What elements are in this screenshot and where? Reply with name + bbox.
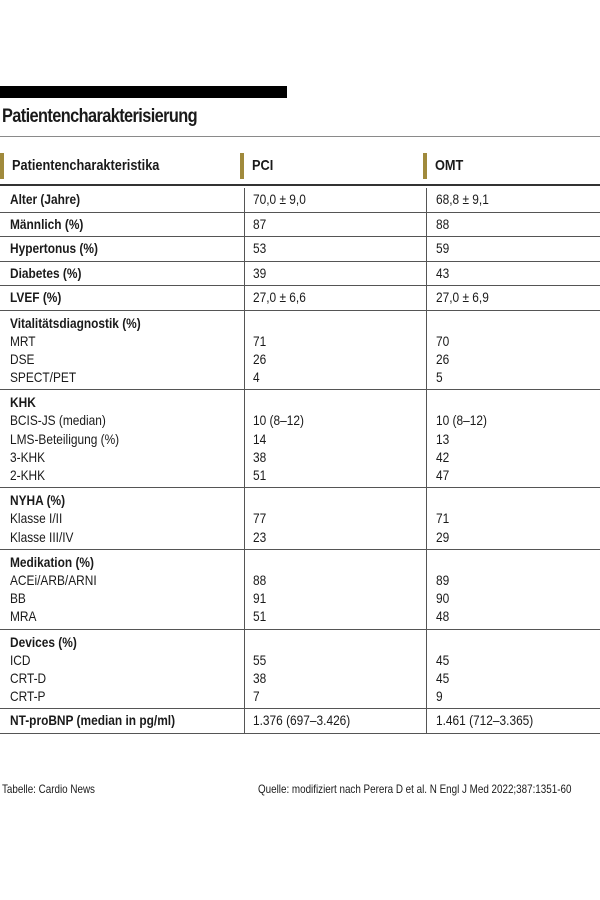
row-label: NT-proBNP (median in pg/ml) bbox=[10, 712, 176, 729]
pci-value: 14 bbox=[253, 430, 267, 447]
row-label: BCIS-JS (median) bbox=[10, 412, 106, 429]
table-credit: Tabelle: Cardio News bbox=[2, 782, 95, 796]
table-group-nyha bbox=[0, 488, 600, 550]
header-pci: PCI bbox=[240, 153, 277, 179]
title-divider bbox=[0, 136, 600, 137]
row-label: BB bbox=[10, 590, 26, 607]
table-row bbox=[0, 188, 600, 213]
pci-value: 77 bbox=[253, 510, 267, 527]
pci-value: 51 bbox=[253, 467, 267, 483]
row-label: ACEi/ARB/ARNI bbox=[10, 571, 97, 588]
omt-value: 47 bbox=[436, 467, 450, 483]
row-label: Klasse I/II bbox=[10, 510, 63, 527]
row-label: LVEF (%) bbox=[10, 289, 62, 305]
omt-value: 1.461 (712–3.365) bbox=[436, 712, 534, 729]
row-label: LMS-Beteiligung (%) bbox=[10, 430, 120, 447]
table-row bbox=[0, 262, 600, 287]
group-label: Vitalitätsdiagnostik (%) bbox=[10, 314, 141, 331]
header-divider bbox=[0, 184, 600, 186]
omt-value: 42 bbox=[436, 448, 450, 465]
table-title: Patientencharakterisierung bbox=[2, 106, 198, 127]
table-header bbox=[0, 150, 600, 184]
table-row bbox=[0, 237, 600, 262]
table-row-nt-probnp bbox=[0, 709, 600, 734]
table-group-devices bbox=[0, 630, 600, 710]
row-label: Hypertonus (%) bbox=[10, 240, 98, 256]
pci-value: 26 bbox=[253, 350, 267, 367]
pci-value: 10 (8–12) bbox=[253, 412, 304, 429]
omt-value: 59 bbox=[436, 240, 450, 256]
title-bar-decoration bbox=[0, 86, 287, 98]
pci-value: 51 bbox=[253, 608, 267, 625]
omt-value: 13 bbox=[436, 430, 450, 447]
row-label: Diabetes (%) bbox=[10, 264, 82, 281]
pci-value: 70,0 ± 9,0 bbox=[253, 191, 306, 207]
row-label: SPECT/PET bbox=[10, 369, 77, 386]
row-label: Klasse III/IV bbox=[10, 528, 74, 545]
group-label: NYHA (%) bbox=[10, 492, 66, 509]
omt-value: 45 bbox=[436, 651, 450, 668]
table-row bbox=[0, 213, 600, 238]
pci-value: 71 bbox=[253, 332, 267, 349]
pci-value: 38 bbox=[253, 669, 267, 686]
row-label: Männlich (%) bbox=[10, 215, 84, 232]
pci-value: 39 bbox=[253, 264, 267, 281]
omt-value: 9 bbox=[436, 688, 443, 705]
omt-value: 68,8 ± 9,1 bbox=[436, 191, 489, 207]
row-label: CRT-P bbox=[10, 688, 46, 705]
row-label: 3-KHK bbox=[10, 448, 46, 465]
table-group-khk bbox=[0, 390, 600, 488]
omt-value: 48 bbox=[436, 608, 450, 625]
header-omt: OMT bbox=[423, 153, 468, 179]
row-label: MRT bbox=[10, 332, 36, 349]
omt-value: 89 bbox=[436, 571, 450, 588]
omt-value: 71 bbox=[436, 510, 450, 527]
pci-value: 91 bbox=[253, 590, 267, 607]
pci-value: 4 bbox=[253, 369, 260, 386]
pci-value: 38 bbox=[253, 448, 267, 465]
pci-value: 55 bbox=[253, 651, 267, 668]
source-citation: Quelle: modifiziert nach Perera D et al. N Engl J Med 2022;387:1351-60 bbox=[258, 782, 572, 796]
pci-value: 23 bbox=[253, 528, 267, 545]
row-label: DSE bbox=[10, 350, 35, 367]
table-body bbox=[0, 188, 600, 734]
header-patient-characteristics: Patientencharakteristika bbox=[0, 153, 185, 179]
omt-value: 10 (8–12) bbox=[436, 412, 487, 429]
omt-value: 27,0 ± 6,9 bbox=[436, 289, 489, 305]
pci-value: 27,0 ± 6,6 bbox=[253, 289, 306, 305]
pci-value: 1.376 (697–3.426) bbox=[253, 712, 351, 729]
omt-value: 26 bbox=[436, 350, 450, 367]
group-label: KHK bbox=[10, 394, 36, 411]
pci-value: 87 bbox=[253, 215, 267, 232]
omt-value: 45 bbox=[436, 669, 450, 686]
omt-value: 5 bbox=[436, 369, 443, 386]
row-label: CRT-D bbox=[10, 669, 47, 686]
table-group-vitality bbox=[0, 311, 600, 391]
omt-value: 29 bbox=[436, 528, 450, 545]
row-label: ICD bbox=[10, 651, 31, 668]
pci-value: 88 bbox=[253, 571, 267, 588]
omt-value: 70 bbox=[436, 332, 450, 349]
omt-value: 90 bbox=[436, 590, 450, 607]
row-label: 2-KHK bbox=[10, 467, 46, 483]
table-row bbox=[0, 286, 600, 311]
omt-value: 43 bbox=[436, 264, 450, 281]
group-label: Devices (%) bbox=[10, 633, 77, 650]
omt-value: 88 bbox=[436, 215, 450, 232]
row-label: MRA bbox=[10, 608, 37, 625]
pci-value: 7 bbox=[253, 688, 260, 705]
group-label: Medikation (%) bbox=[10, 553, 94, 570]
pci-value: 53 bbox=[253, 240, 267, 256]
table-group-medication bbox=[0, 550, 600, 630]
row-label: Alter (Jahre) bbox=[10, 191, 81, 207]
